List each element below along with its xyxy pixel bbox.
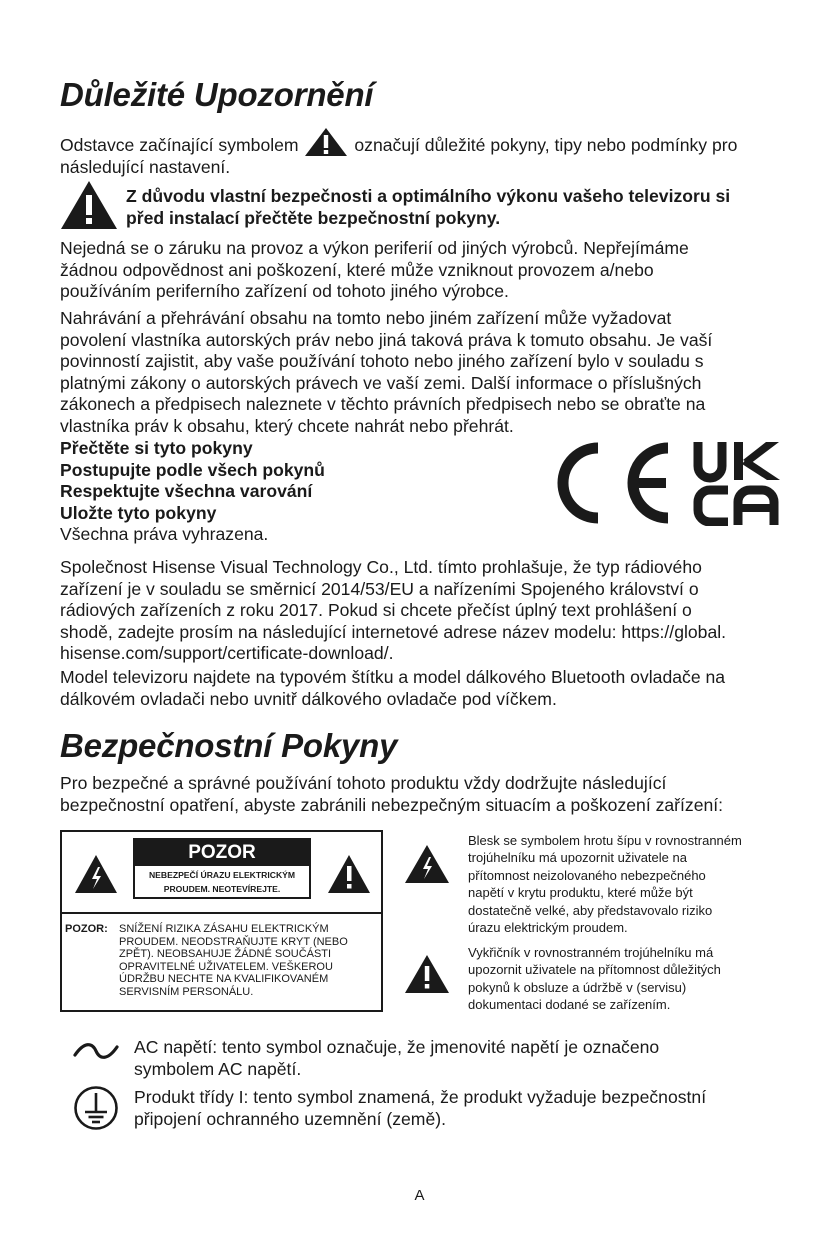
protective-earth-icon: [73, 1085, 119, 1131]
caution-banner-subtitle: NEBEZPEČÍ ÚRAZU ELEKTRICKÝM PROUDEM. NEOTEVÍREJTE.: [148, 870, 296, 894]
peripheral-paragraph: Nejedná se o záruku na provoz a výkon periferií od jiných výrobců. Nepřejímáme žádnou odpovědnost ani poškození, které může vzniknout provozem a/nebo používáním periferního zařízení od tohoto jiného výrobce.: [60, 238, 689, 302]
section-title: Bezpečnostní Pokyny: [60, 727, 398, 764]
ukca-mark-logo: [698, 442, 780, 525]
large-warning-icon: [60, 180, 118, 230]
exclamation-triangle-icon: [327, 854, 371, 894]
intro-text-after: označují důležité pokyny, tipy nebo podmínky pro: [354, 135, 738, 155]
lightning-symbol-icon: [404, 844, 450, 884]
lightning-triangle-icon: [74, 854, 118, 894]
list-item: Respektujte všechna varování: [60, 481, 313, 502]
page-title: Důležité Upozornění: [60, 76, 374, 113]
page-number: A: [414, 1187, 425, 1204]
rights-text: Všechna práva vyhrazena.: [60, 524, 269, 545]
lightning-description: Blesk se symbolem hrotu šípu v rovnostranném trojúhelníku má upozornit uživatele na přítomnost neizolovaného nebezpečného napětí v krytu produktu, které může být dostatečně velké, aby představovalo riziko úrazu elektrickým proudem.: [468, 833, 742, 936]
class1-description: Produkt třídy I: tento symbol znamená, že produkt vyžaduje bezpečnostní připojení ochranného uzemnění (země).: [134, 1087, 707, 1129]
copyright-paragraph: Nahrávání a přehrávání obsahu na tomto nebo jiném zařízení může vyžadovat povolení vlastníka autorských práv nebo jiná taková práva k tomuto obsahu. Je vaší povinností zajistit, aby vaše používání tohoto nebo jiného zařízení bylo v souladu s platnými zákony o autorských právech ve vaší zemi. Další informace o příslušných zákonech a předpisech naleznete v těchto právních předpisech nebo se obraťte na vlastníka práv k obsahu, který chcete nahrát nebo přehrát.: [60, 308, 713, 436]
caution-divider: [62, 912, 381, 914]
model-paragraph: Model televizoru najdete na typovém štítku a model dálkového Bluetooth ovladače na dálkovém ovladači nebo uvnitř dálkového ovladače pod víčkem.: [60, 667, 726, 709]
safety-intro: Pro bezpečné a správné používání tohoto produktu vždy dodržujte následující bezpečnostní opatření, abyste zabránili nebezpečným situacím a poškození zařízení:: [60, 773, 724, 815]
ac-voltage-icon: [72, 1040, 120, 1062]
caution-label-box: [60, 830, 383, 1012]
exclamation-description: Vykřičník v rovnostranném trojúhelníku má upozornit uživatele na přítomnost důležitých pokynů k obsluze a údržbě v (servisu) dokumentaci dodané se zařízením.: [468, 945, 721, 1013]
ce-ukca-logos: [548, 440, 783, 526]
safety-warning-text: Z důvodu vlastní bezpečnosti a optimálního výkonu vašeho televizoru si před instalací přečtěte bezpečnostní pokyny.: [126, 186, 731, 228]
ac-voltage-description: AC napětí: tento symbol označuje, že jmenovité napětí je označeno symbolem AC napětí.: [134, 1037, 660, 1079]
exclamation-symbol-icon: [404, 954, 450, 994]
list-item: Přečtěte si tyto pokyny: [60, 438, 253, 458]
caution-label: POZOR:: [65, 923, 108, 935]
intro-line2: následující nastavení.: [60, 157, 231, 177]
caution-text: SNÍŽENÍ RIZIKA ZÁSAHU ELEKTRICKÝM PROUDEM. NEODSTRAŇUJTE KRYT (NEBO ZPĚT). NEOBSAHUJE ŽÁDNÉ SOUČÁSTI OPRAVITELNÉ UŽIVATELEM. VEŠKEROU ÚDRŽBU NECHTE NA KVALIFIKOVANÉM SERVISNÍM PERSONÁLU.: [119, 923, 348, 998]
declaration-paragraph: Společnost Hisense Visual Technology Co., Ltd. tímto prohlašuje, že typ rádiového zařízení je v souladu se směrnicí 2014/53/EU a nařízeními Spojeného království o rádiových zařízeních z roku 2017. Pokud si chcete přečíst úplný text prohlášení o shodě, zadejte prosím na následující internetové adrese název modelu: https://global. hisense.com/support/certificate-download/.: [60, 557, 727, 664]
caution-banner-title: POZOR: [135, 840, 309, 866]
list-item: Postupujte podle všech pokynů: [60, 459, 325, 480]
ce-mark-logo: [563, 448, 668, 518]
list-item: Uložte tyto pokyny: [60, 502, 217, 523]
instructions-list: [60, 438, 325, 546]
intro-paragraph: [60, 127, 737, 179]
warning-triangle-icon: [304, 127, 348, 157]
caution-banner: [133, 838, 311, 899]
intro-text-before: Odstavce začínající symbolem: [60, 135, 299, 155]
